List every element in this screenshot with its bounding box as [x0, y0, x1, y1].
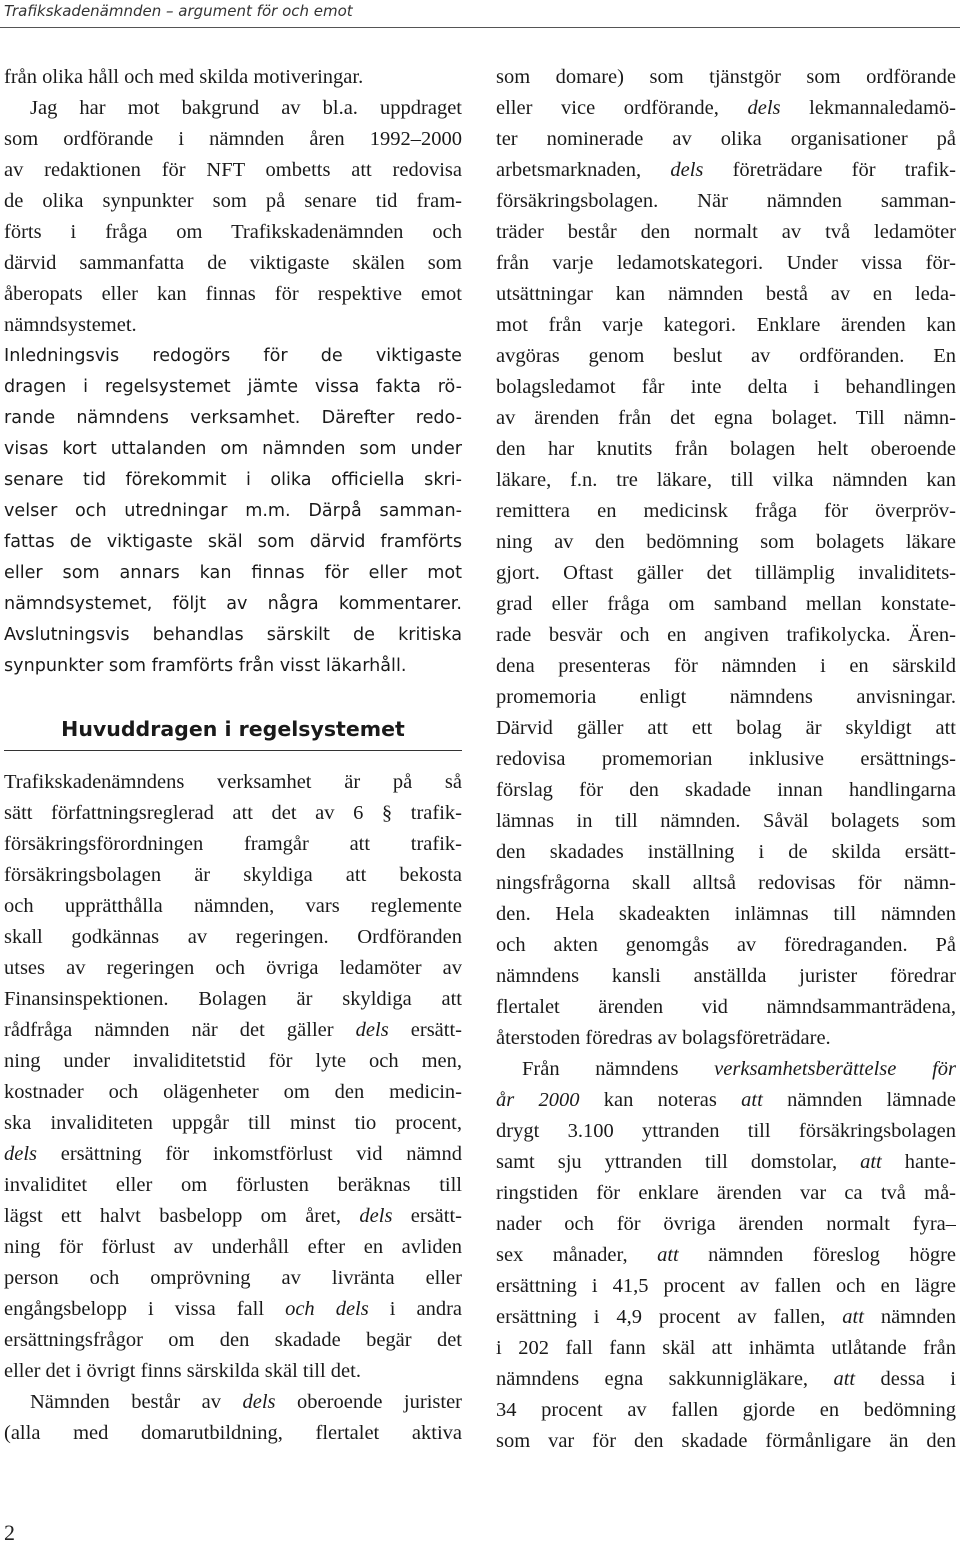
text-line: försäkringsförordningen framgår att trafik-	[4, 833, 462, 855]
text-line: engångsbelopp i vissa fall och dels i andra	[4, 1298, 462, 1320]
text-line: nader och för övriga ärenden normalt fyra–	[496, 1213, 956, 1235]
text-line: Trafikskadenämndens verksamhet är på så	[4, 771, 462, 793]
text-line: (alla med domarutbildning, flertalet aktiva	[4, 1422, 462, 1444]
text-line: läkare, f.n. tre läkare, till vilka nämnden kan	[496, 469, 956, 491]
page-number: 2	[4, 1520, 15, 1545]
text-line: ning under invaliditetstid för lyte och men,	[4, 1050, 462, 1072]
text-line: Därvid gäller att ett bolag är skyldigt att	[496, 717, 956, 739]
text-line: ringstiden för enklare ärenden var ca två må-	[496, 1182, 956, 1204]
text-line: utses av regeringen och övriga ledamöter av	[4, 957, 462, 979]
text-line: och akten genomgås av föredraganden. På	[496, 934, 956, 956]
text-line: rande nämndens verksamhet. Därefter redo-	[4, 408, 462, 428]
text-line: nämndsystemet.	[4, 314, 137, 336]
text-line: dels ersättning för inkomstförlust vid nämnd	[4, 1143, 462, 1165]
text-line: i 202 fall fann skäl att inhämta utlåtande från	[496, 1337, 956, 1359]
text-line: Inledningsvis redogörs för de viktigaste	[4, 346, 462, 366]
text-line: Avslutningsvis behandlas särskilt de kritiska	[4, 625, 462, 645]
text-line: ersättningsfrågor om den skadade begär det	[4, 1329, 462, 1351]
text-line: flertalet ärenden vid nämndsammanträdena,	[496, 996, 956, 1018]
text-line: visas kort uttalanden om nämnden som under	[4, 439, 462, 459]
right-column	[496, 62, 956, 1457]
text-line: från olika håll och med skilda motiveringar.	[4, 66, 364, 88]
text-line: velser och utredningar m.m. Därpå samman-	[4, 501, 462, 521]
text-line: kostnader och olägenheter om den medicin-	[4, 1081, 462, 1103]
text-line: Jag har mot bakgrund av bl.a. uppdraget	[30, 97, 462, 119]
text-line: sex månader, att nämnden föreslog högre	[496, 1244, 956, 1266]
text-line: ning av den bedömning som bolagets läkare	[496, 531, 956, 553]
text-line: försäkringsbolagen är skyldiga att bekosta	[4, 864, 462, 886]
text-line: därvid sammanfatta de viktigaste skälen som	[4, 252, 462, 274]
text-line: eller vice ordförande, dels lekmannaledamö-	[496, 97, 956, 119]
text-line: Nämnden består av dels oberoende jurister	[30, 1391, 462, 1413]
text-line: drygt 3.100 yttranden till försäkringsbolagen	[496, 1120, 956, 1142]
text-line: eller som annars kan finnas för eller mot	[4, 563, 462, 583]
text-line: fattas de viktigaste skäl som därvid framförts	[4, 532, 462, 552]
text-line: ersättning i 41,5 procent av fallen och en lägre	[496, 1275, 956, 1297]
text-line: remittera en medicinsk fråga för överpröv-	[496, 500, 956, 522]
text-line: nämndens egna sakkunnigläkare, att dessa i	[496, 1368, 956, 1390]
text-line: nämndens kansli anställda jurister föredrar	[496, 965, 956, 987]
text-line: sätt författningsreglerad att det av 6 § trafik-	[4, 802, 462, 824]
text-line: promemoria enligt nämndens anvisningar.	[496, 686, 956, 708]
text-line: lägst ett halvt basbelopp om året, dels ersätt-	[4, 1205, 462, 1227]
text-line: år 2000 kan noteras att nämnden lämnade	[496, 1089, 956, 1111]
section-heading: Huvuddragen i regelsystemet	[61, 717, 405, 741]
text-line: lämnas in till nämnden. Såväl bolagets som	[496, 810, 956, 832]
text-line: träder består den normalt av två ledamöter	[496, 221, 956, 243]
text-line: senare tid förekommit i olika officiella skri-	[4, 470, 462, 490]
text-line: av ärenden från det egna bolaget. Till nämn-	[496, 407, 956, 429]
text-line: ningsfrågorna skall alltså redovisas för nämn-	[496, 872, 956, 894]
text-line: grad eller fråga om samband mellan konstate-	[496, 593, 956, 615]
text-line: dragen i regelsystemet jämte vissa fakta rö-	[4, 377, 462, 397]
text-line: eller det i övrigt finns särskilda skäl till det.	[4, 1360, 361, 1382]
text-line: förslag för den skadade innan handlingarna	[496, 779, 956, 801]
text-line: avgöras genom beslut av ordföranden. En	[496, 345, 956, 367]
statistics-paragraph	[496, 1054, 956, 1457]
text-line: som var för den skadade förmånligare än den	[496, 1430, 956, 1452]
text-line: invaliditet eller om förlusten beräknas till	[4, 1174, 462, 1196]
text-line: ersättning i 4,9 procent av fallen, att nämnden	[496, 1306, 956, 1328]
text-line: arbetsmarknaden, dels företrädare för trafik-	[496, 159, 956, 181]
heading-rule	[4, 750, 462, 751]
left-column	[4, 62, 462, 1449]
text-line: de olika synpunkter som på senare tid fram-	[4, 190, 462, 212]
header-rule	[0, 27, 960, 28]
text-line: dena presenteras för nämnden i en särskild	[496, 655, 956, 677]
text-line: skall godkännas av regeringen. Ordföranden	[4, 926, 462, 948]
text-line: samt sju yttranden till domstolar, att hante-	[496, 1151, 956, 1173]
intro-paragraph	[4, 62, 462, 341]
text-line: återstoden föredras av bolagsföreträdare.	[496, 1027, 831, 1049]
text-line: ska invaliditeten uppgår till minst tio procent,	[4, 1112, 462, 1134]
text-line: åberopats eller kan finnas för respektive emot	[4, 283, 462, 305]
text-line: av redaktionen för NFT ombetts att redovisa	[4, 159, 462, 181]
text-line: den. Hela skadeakten inlämnas till nämnden	[496, 903, 956, 925]
text-line: Finansinspektionen. Bolagen är skyldiga att	[4, 988, 462, 1010]
text-line: från varje ledamotskategori. Under vissa för-	[496, 252, 956, 274]
body-paragraph	[4, 767, 462, 1449]
body-paragraph	[496, 62, 956, 1054]
text-line: mot från varje kategori. Enklare ärenden kan	[496, 314, 956, 336]
text-line: som domare) som tjänstgör som ordförande	[496, 66, 956, 88]
text-line: som ordförande i nämnden åren 1992–2000	[4, 128, 462, 150]
text-line: förts i fråga om Trafikskadenämnden och	[4, 221, 462, 243]
text-line: den skadades inställning i de skilda ersätt-	[496, 841, 956, 863]
text-line: den har knutits från bolagen helt oberoende	[496, 438, 956, 460]
text-line: nämndsystemet, följt av några kommentarer.	[4, 594, 462, 614]
text-line: utsättningar kan nämnden bestå av en leda-	[496, 283, 956, 305]
text-line: bolagsledamot får inte delta i behandlingen	[496, 376, 956, 398]
text-line: rådfråga nämnden när det gäller dels ersätt-	[4, 1019, 462, 1041]
text-line: synpunkter som framförts från visst läkarhåll.	[4, 656, 407, 676]
summary-paragraph	[4, 341, 462, 682]
text-line: person och omprövning av livränta eller	[4, 1267, 462, 1289]
text-line: redovisa promemorian inklusive ersättnings-	[496, 748, 956, 770]
text-line: gjort. Oftast gäller det tillämplig invaliditets-	[496, 562, 956, 584]
text-line: ning för förlust av underhåll efter en avliden	[4, 1236, 462, 1258]
text-line: ter nominerade av olika organisationer på	[496, 128, 956, 150]
text-line: och upprätthålla nämnden, vars reglemente	[4, 895, 462, 917]
running-header: Trafikskadenämnden – argument för och emot	[4, 2, 353, 20]
text-line: 34 procent av fallen gjorde en bedömning	[496, 1399, 956, 1421]
text-line: försäkringsbolagen. När nämnden samman-	[496, 190, 956, 212]
text-line: rade besvär och en angiven trafikolycka. Ären-	[496, 624, 956, 646]
text-line: Från nämndens verksamhetsberättelse för	[522, 1058, 956, 1080]
